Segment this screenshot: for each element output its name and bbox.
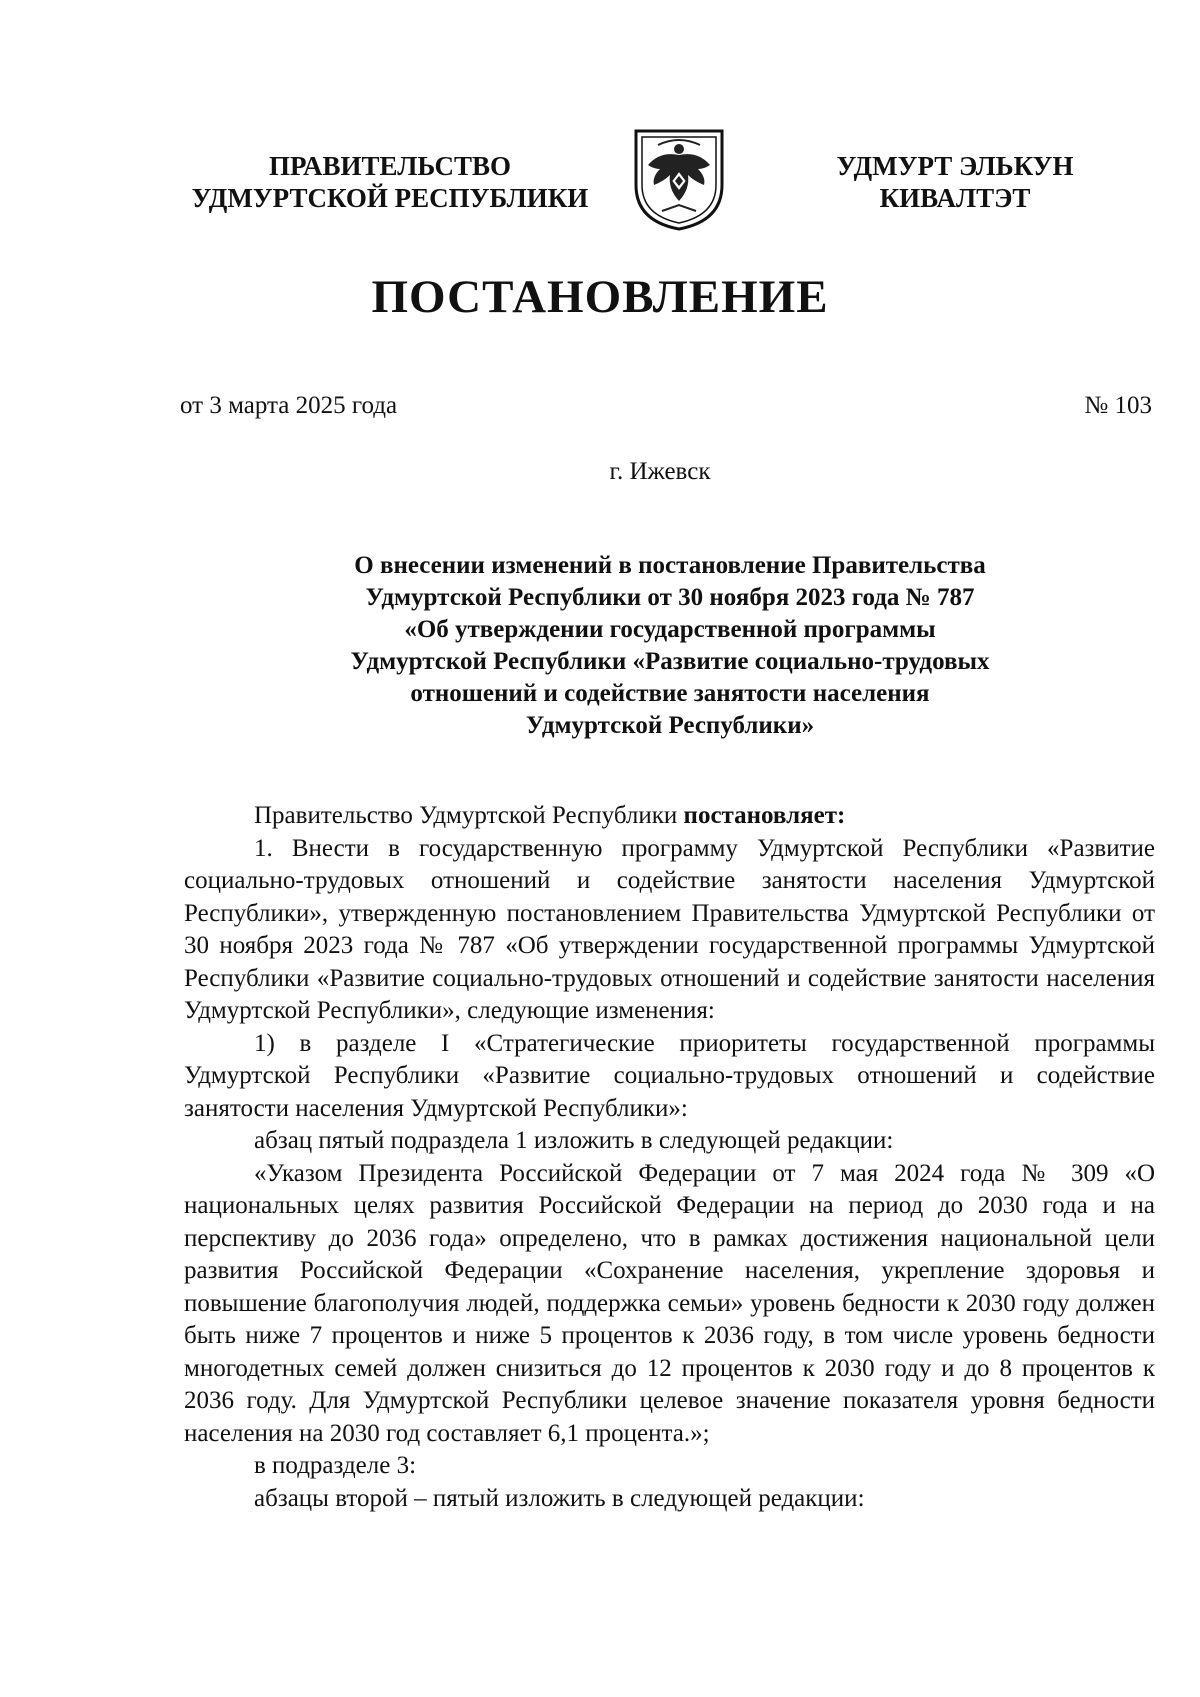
header-org-name-udm	[790, 150, 1120, 214]
document-number: № 103	[1084, 392, 1152, 419]
title-line: отношений и содействие занятости населения	[410, 680, 930, 707]
document-body	[184, 800, 1155, 1515]
document-date: от 3 марта 2025 года	[180, 392, 398, 419]
title-line: Удмуртской Республики «Развитие социально-трудовых	[350, 648, 990, 675]
document-title	[250, 550, 1090, 742]
title-line: Удмуртской Республики»	[525, 712, 815, 739]
intro-text: Правительство Удмуртской Республики	[254, 802, 684, 829]
intro-verb: постановляет:	[683, 802, 846, 829]
header-left-line-1: ПРАВИТЕЛЬСТВО	[268, 151, 512, 181]
header-right-line-1: УДМУРТ ЭЛЬКУН	[836, 151, 1074, 181]
document-type: ПОСТАНОВЛЕНИЕ	[371, 271, 829, 323]
coat-of-arms-icon	[630, 125, 728, 233]
body-paragraph: 1) в разделе I «Стратегические приоритеты государственной программы Удмуртской Республики «Развитие социально-трудовых отношений и содействие занятости населения Удмуртской Республики»:	[184, 1029, 1155, 1122]
header-org-name-ru	[160, 150, 620, 214]
intro-paragraph	[184, 800, 1155, 833]
body-paragraph: абзацы второй – пятый изложить в следующей редакции:	[254, 1484, 865, 1512]
header-right-line-2: КИВАЛТЭТ	[879, 183, 1031, 213]
title-line: Удмуртской Республики от 30 ноября 2023 года № 787	[365, 584, 975, 611]
title-line: О внесении изменений в постановление Правительства	[354, 552, 986, 579]
document-city: г. Ижевск	[609, 458, 711, 485]
body-paragraph: «Указом Президента Российской Федерации от 7 мая 2024 года № 309 «О национальных целях развития Российской Федерации на период до 2030 года и на перспективу до 2036 года» определено, что в рамках достижения национальной цели развития Российской Федерации «Сохранение населения, укрепление здоровья и повышение благополучия людей, поддержка семьи» уровень бедности к 2030 году должен быть ниже 7 процентов и ниже 5 процентов к 2036 году, в том числе уровень бедности многодетных семей должен снизиться до 12 процентов к 2030 году и до 8 процентов к 2036 году. Для Удмуртской Республики целевое значение показателя уровня бедности населения на 2030 год составляет 6,1 процента.»;	[184, 1159, 1155, 1447]
body-paragraph: 1. Внести в государственную программу Удмуртской Республики «Развитие социально-трудовых отношений и содействие занятости населения Удмуртской Республики», утвержденную постановлением Правительства Удмуртской Республики от 30 ноября 2023 года № 787 «Об утверждении государственной программы Удмуртской Республики «Развитие социально-трудовых отношений и содействие занятости населения Удмуртской Республики», следующие изменения:	[184, 834, 1155, 1024]
header-left-line-2: УДМУРТСКОЙ РЕСПУБЛИКИ	[191, 183, 589, 213]
title-line: «Об утверждении государственной программы	[404, 616, 936, 643]
body-paragraph: абзац пятый подраздела 1 изложить в следующей редакции:	[254, 1127, 894, 1154]
body-paragraph: в подразделе 3:	[254, 1452, 417, 1479]
